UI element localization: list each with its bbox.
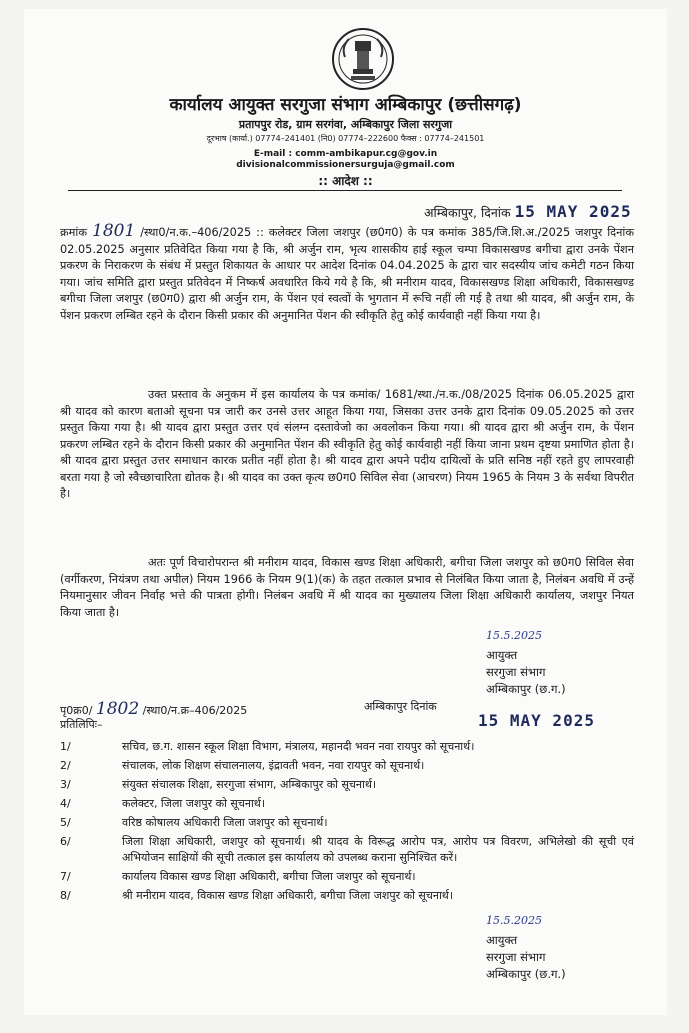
endorsement-ref-prefix: पृ0क्र0/	[60, 704, 93, 717]
order-paragraph-1-text: /स्था0/न.क.–406/2025 :: कलेक्टर जिला जशपुर (छ0ग0) के पत्र कमांक 385/जि.शि.अ./2025 जशपुर दिनांक 02.05.2025 अनुसार प्रतिवेदित किया गया है कि, श्री अर्जुन राम, भृत्य शासकीय हाई स्कूल चम्पा विकासखण्ड बगीचा द्वारा उनके पेंशन प्रकरण के निराकरण के संबंध में प्रस्तुत शिकायत के आधार पर आदेश दिनांक 04.04.2025 के द्वारा चार सदस्यीय जांच कमेटी गठन किया गया। जांच समिति द्वारा प्रस्तुत प्रतिवेदन में निष्कर्ष अवधारित किये गये है कि, श्री मनीराम यादव, विकासखण्ड शिक्षा अधिकारी, विकासखण्ड बगीचा जिला जशपुर (छ0ग0) द्वारा श्री अर्जुन राम, के पेंशन एवं स्वत्वों के भुगतान में रूचि नहीं ली गई है तथा श्री यादव, श्री अर्जुन राम, के पेंशन प्रकरण लम्बित रहने के दौरान किसी प्रकार की अनुमानित पेंशन की स्वीकृति हेतु कोई कार्यवाही नहीं किया गया है।	[60, 226, 635, 322]
list-item	[60, 815, 634, 831]
order-paragraph-1	[60, 223, 634, 324]
signature-division: सरगुजा संभाग	[486, 950, 546, 964]
copy-recipient: श्री मनीराम यादव, विकास खण्ड शिक्षा अधिकारी, बगीचा जिला जशपुर को सूचनार्थ।	[122, 889, 454, 902]
office-address: प्रतापपुर रोड, ग्राम सरगंवा, अम्बिकापुर जिला सरगुजा	[238, 118, 453, 131]
copy-number: 1/	[60, 740, 71, 753]
signature-title: आयुक्त	[486, 648, 518, 662]
copy-recipient: सचिव, छ.ग. शासन स्कूल शिक्षा विभाग, मंत्रालय, महानदी भवन नवा रायपुर को सूचनार्थ।	[122, 740, 475, 753]
copy-number: 8/	[60, 889, 71, 902]
order-document	[24, 9, 667, 1015]
list-item	[60, 834, 634, 866]
order-paragraph-2: उक्त प्रस्ताव के अनुकम में इस कार्यालय के पत्र कमांक/ 1681/स्था./न.क./08/2025 दिनांक 06.05.2025 द्वारा श्री यादव को कारण बताओ सूचना पत्र जारी कर उनसे उत्तर आहूत किया गया, जिसका उत्तर उनके द्वारा दिनांक 09.05.2025 को उत्तर प्रस्तुत किया गया है। श्री यादव द्वारा प्रस्तुत उत्तर एवं संलग्न दस्तावेजो का अवलोकन किया गया। श्री यादव द्वारा श्री अर्जुन राम, के पेंशन प्रकरण लम्बित रहने के दौरान किसी प्रकार की अनुमानित पेंशन की स्वीकृति हेतु कोई कार्यवाही नहीं किया जाना प्रथम दृष्टया प्रमाणित होता है। श्री यादव द्वारा प्रस्तुत उत्तर समाधान कारक प्रतीत नहीं होता है। श्री यादव द्वारा अपने पदीय दायित्वों के प्रति सनिष्ठ नहीं रहते हुए लापरवाही बरता गया है जो स्वैच्छाचारिता द्योतक है। श्री यादव का उक्त कृत्य छ0ग0 सिविल सेवा (आचरण) नियम 1965 के नियम 3 के सर्वथा विपरीत है।	[60, 388, 634, 500]
order-dateline	[424, 202, 632, 221]
list-item	[60, 758, 634, 774]
signature-block-2	[486, 912, 626, 983]
order-paragraph-3: अतः पूर्ण विचारोपरान्त श्री मनीराम यादव, विकास खण्ड शिक्षा अधिकारी, बगीचा जिला जशपुर को छ0ग0 सिविल सेवा (वर्गीकरण, नियंत्रण तथा अपील) नियम 1966 के नियम 9(1)(क) के तहत तत्काल प्रभाव से निलंबित किया जाता है, निलंबन अवधि में उन्हें नियमानुसार जीवन निर्वाह भत्ते की पात्रता होगी। निलंबन अवधि में श्री यादव का मुख्यालय जिला शिक्षा अधिकारी कार्यालय, जशपुर नियत किया जाता है।	[60, 556, 634, 619]
list-item	[60, 796, 634, 812]
dateline-place: अम्बिकापुर, दिनांक	[424, 205, 511, 220]
signature-title: आयुक्त	[486, 933, 518, 947]
signature-scribble: 15.5.2025	[486, 914, 542, 927]
list-item	[60, 777, 634, 793]
header-divider	[68, 190, 622, 191]
list-item	[60, 739, 634, 755]
copy-number: 3/	[60, 778, 71, 791]
copy-number: 6/	[60, 835, 71, 848]
office-email-secondary: divisionalcommissionersurguja@gmail.com	[236, 160, 455, 170]
copy-number: 7/	[60, 870, 71, 883]
copy-number: 2/	[60, 759, 71, 772]
office-title: कार्यालय आयुक्त सरगुजा संभाग अम्बिकापुर (छत्तीसगढ़)	[169, 95, 522, 115]
signature-block-1	[486, 627, 626, 698]
endorsement-date-stamp: 15 MAY 2025	[478, 711, 595, 730]
copy-list	[60, 739, 634, 907]
copy-recipient: जिला शिक्षा अधिकारी, जशपुर को सूचनार्थ। श्री यादव के विरूद्ध आरोप पत्र, आरोप पत्र विवरण, अभिलेखो की सूची एवं अभियोजन साक्षियों की सूची तत्काल इस कार्यालय को उपलब्ध कराना सुनिश्चित करें।	[122, 835, 634, 864]
signature-place: अम्बिकापुर (छ.ग.)	[486, 967, 566, 981]
order-heading: :: आदेश ::	[318, 174, 373, 188]
endorsement-date-label: अम्बिकापुर दिनांक	[364, 700, 437, 713]
signature-division: सरगुजा संभाग	[486, 665, 546, 679]
endorsement-ref-number: 1802	[95, 699, 140, 719]
office-phone: दूरभाष (कार्या.) 07774–241401 (नि0) 07774–222600 फैक्स : 07774–241501	[206, 134, 485, 143]
copy-recipient: संयुक्त संचालक शिक्षा, सरगुजा संभाग, अम्बिकापुर को सूचनार्थ।	[122, 778, 377, 791]
signature-place: अम्बिकापुर (छ.ग.)	[486, 682, 566, 696]
list-item	[60, 888, 634, 904]
copy-recipient: कलेक्टर, जिला जशपुर को सूचनार्थ।	[122, 797, 266, 810]
copy-number: 4/	[60, 797, 71, 810]
signature-scribble: 15.5.2025	[486, 629, 542, 642]
order-ref-prefix: क्रमांक	[60, 226, 88, 239]
state-emblem-icon	[331, 27, 395, 91]
list-item	[60, 869, 634, 885]
endorsement-ref-rest: /स्था0/न.क्र–406/2025	[142, 704, 248, 717]
date-stamp: 15 MAY 2025	[514, 202, 632, 221]
order-ref-number: 1801	[92, 221, 136, 241]
copy-recipient: संचालक, लोक शिक्षण संचालनालय, इंद्रावती भवन, नवा रायपुर को सूचनार्थ।	[122, 759, 425, 772]
office-email: E-mail : comm-ambikapur.cg@gov.in	[253, 149, 438, 159]
copy-number: 5/	[60, 816, 71, 829]
copy-to-label: प्रतिलिपिः–	[60, 718, 103, 731]
copy-recipient: कार्यालय विकास खण्ड शिक्षा अधिकारी, बगीचा जिला जशपुर को सूचनार्थ।	[122, 870, 416, 883]
copy-recipient: वरिष्ठ कोषालय अधिकारी जिला जशपुर को सूचनार्थ।	[122, 816, 328, 829]
